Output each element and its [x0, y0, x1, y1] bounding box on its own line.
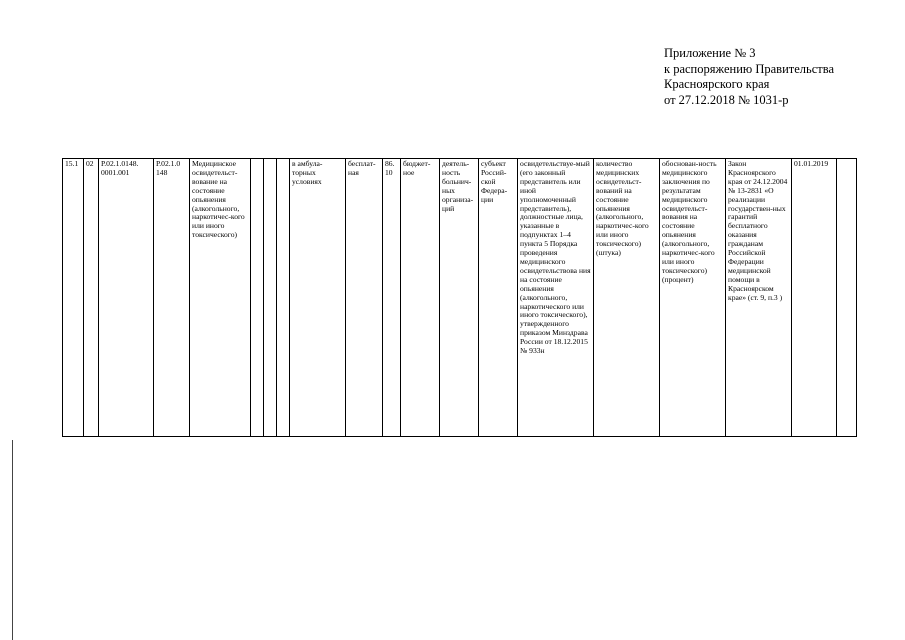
cell-activity: деятель-ность больнич-ных организа-ций [440, 159, 479, 437]
table-row [63, 159, 857, 437]
cell-empty-2 [264, 159, 277, 437]
cell-empty-4 [837, 159, 857, 437]
cell-payment-type: бесплат-ная [346, 159, 383, 437]
cell-registry-number: Р.02.1.0148. 0001.001 [99, 159, 154, 437]
cell-section-code: 02 [84, 159, 99, 437]
header-line-2: к распоряжению Правительства [664, 61, 835, 76]
header-line-3: Красноярского края [664, 77, 770, 91]
cell-conditions: в амбула-торных условиях [290, 159, 346, 437]
page-edge-line [12, 440, 13, 640]
cell-basic-service-code: Р.02.1.0 148 [154, 159, 190, 437]
cell-service-name: Медицинское освидетельст-вование на состояние опьянения (алкогольного, наркотичес-кого или иного токсического) [190, 159, 251, 437]
cell-empty-1 [251, 159, 264, 437]
cell-volume-indicator: количество медицинских освидетельст-вований на состояние опьянения (алкогольного, наркотичес-кого или иного токсического) (штука) [594, 159, 660, 437]
cell-legal-basis: Закон Красноярского края от 24.12.2004 № 13-2831 «О реализации государствен-ных гарантий бесплатного оказания гражданам Российской Федерации медицинской помощи в Красноярском крае» (ст. 9, п.3 ) [726, 159, 792, 437]
cell-number: 15.1 [63, 159, 84, 437]
cell-authority-level: субъект Россий-ской Федера-ции [479, 159, 518, 437]
cell-quality-indicator: обоснован-ность медицинского заключения по результатам медицинского освидетельст-вования на состояние опьянения (алкогольного, наркотичес-кого или иного токсического) (процент) [660, 159, 726, 437]
registry-table [62, 158, 857, 437]
cell-okved-code: 86. 10 [383, 159, 401, 437]
header-line-4: от 27.12.2018 № 1031-р [664, 92, 789, 107]
cell-consumers: освидетельствуе-мый (его законный представитель или иной уполномоченный представитель), должностные лица, указанные в подпунктах 1–4 пункта 5 Порядка проведения медицинского освидетельствова ния на состояние опьянения (алкогольного, наркотического или иного токсического), утвержденного приказом Минздрава России от 18.12.2015 № 933н [518, 159, 594, 437]
header-line-1: Приложение № 3 [664, 46, 756, 60]
cell-date: 01.01.2019 [792, 159, 837, 437]
cell-empty-3 [277, 159, 290, 437]
document-header [664, 46, 896, 108]
cell-institution-type: бюджет-ное [401, 159, 440, 437]
